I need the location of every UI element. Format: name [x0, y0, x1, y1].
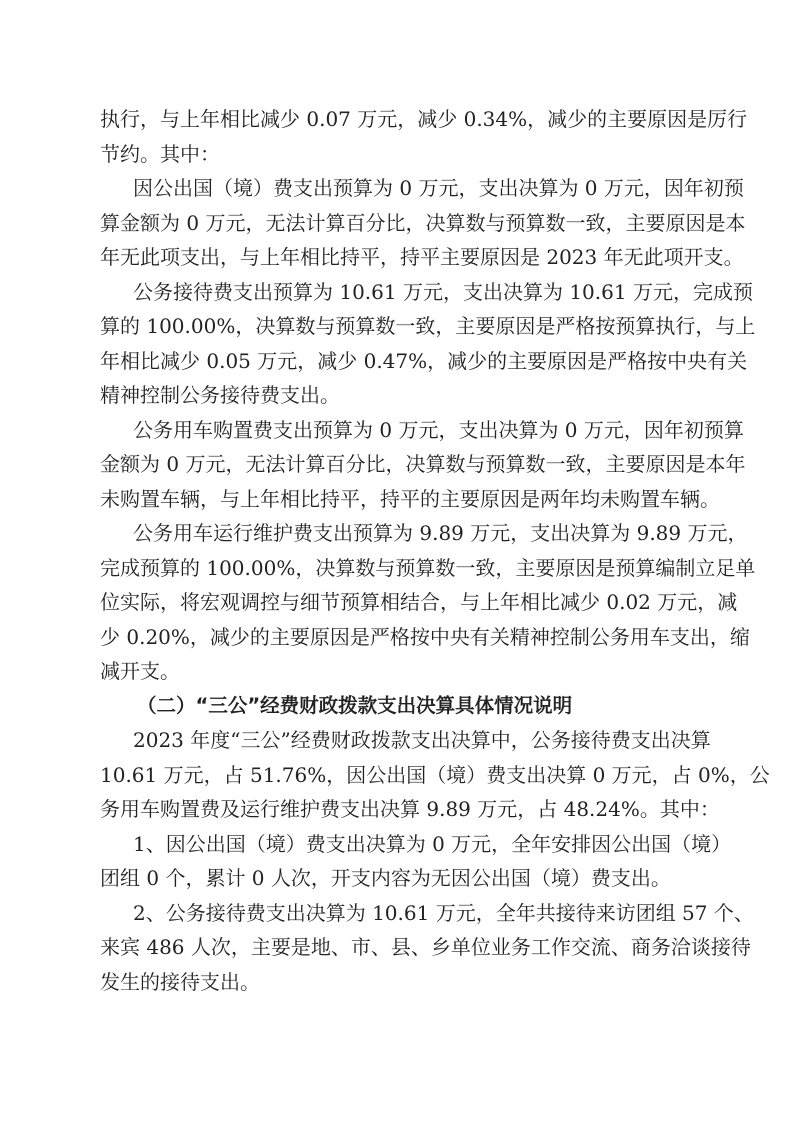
paragraph	[100, 516, 756, 689]
text-line: 2、公务接待费支出决算为 10.61 万元，全年共接待来访团组 57 个、	[133, 900, 754, 925]
paragraph	[100, 275, 756, 413]
text-line: 精神控制公务接待费支出。	[100, 383, 340, 407]
text-line: 少 0.20%，减少的主要原因是严格按中央有关精神控制公务用车支出，缩	[100, 624, 750, 649]
text-line: 1、因公出国（境）费支出决算为 0 万元，全年安排因公出国（境）	[133, 831, 732, 856]
text-line: 来宾 486 人次，主要是地、市、县、乡单位业务工作交流、商务洽谈接待	[100, 935, 751, 959]
text-line: 算的 100.00%，决算数与预算数一致，主要原因是严格按预算执行，与上	[100, 314, 756, 338]
text-line: 位实际，将宏观调控与细节预算相结合，与上年相比减少 0.02 万元，减	[100, 590, 738, 614]
paragraph	[100, 102, 748, 171]
text-line: 减开支。	[100, 659, 180, 683]
text-line: 算金额为 0 万元，无法计算百分比，决算数与预算数一致，主要原因是本	[100, 210, 746, 235]
text-line: 完成预算的 100.00%，决算数与预算数一致，主要原因是预算编制立足单	[100, 555, 756, 580]
text-line: 公务用车运行维护费支出预算为 9.89 万元，支出决算为 9.89 万元，	[133, 521, 748, 545]
paragraph	[100, 413, 746, 517]
paragraph	[100, 896, 754, 1000]
text-line: 金额为 0 万元，无法计算百分比，决算数与预算数一致，主要原因是本年	[100, 452, 746, 476]
text-line: 2023 年度“三公”经费财政拨款支出决算中，公务接待费支出决算	[133, 728, 711, 752]
text-line: 年无此项支出，与上年相比持平，持平主要原因是 2023 年无此项开支。	[100, 245, 744, 269]
text-line: 10.61 万元，占 51.76%，因公出国（境）费支出决算 0 万元，占 0%，公	[100, 762, 770, 787]
paragraph	[100, 723, 770, 827]
document-page	[100, 102, 770, 999]
section-heading	[100, 689, 704, 724]
text-line: 务用车购置费及运行维护费支出决算 9.89 万元，占 48.24%。其中：	[100, 797, 720, 821]
text-line: 年相比减少 0.05 万元，减少 0.47%，减少的主要原因是严格按中央有关	[100, 348, 748, 373]
text-line: 团组 0 个，累计 0 人次，开支内容为无因公出国（境）费支出。	[100, 866, 671, 890]
text-line: 发生的接待支出。	[100, 969, 260, 994]
text-line: 因公出国（境）费支出预算为 0 万元，支出决算为 0 万元，因年初预	[133, 176, 744, 200]
paragraph	[100, 171, 746, 275]
text-line: 公务用车购置费支出预算为 0 万元，支出决算为 0 万元，因年初预算	[133, 417, 744, 442]
paragraph	[100, 827, 732, 896]
text-line: 节约。其中：	[100, 141, 220, 166]
text-line: （二）“三公”经费财政拨款支出决算具体情况说明	[137, 693, 573, 717]
text-line: 执行，与上年相比减少 0.07 万元，减少 0.34%，减少的主要原因是厉行	[100, 107, 748, 131]
text-line: 公务接待费支出预算为 10.61 万元，支出决算为 10.61 万元，完成预	[133, 279, 753, 304]
text-line: 未购置车辆，与上年相比持平，持平的主要原因是两年均未购置车辆。	[100, 486, 720, 511]
